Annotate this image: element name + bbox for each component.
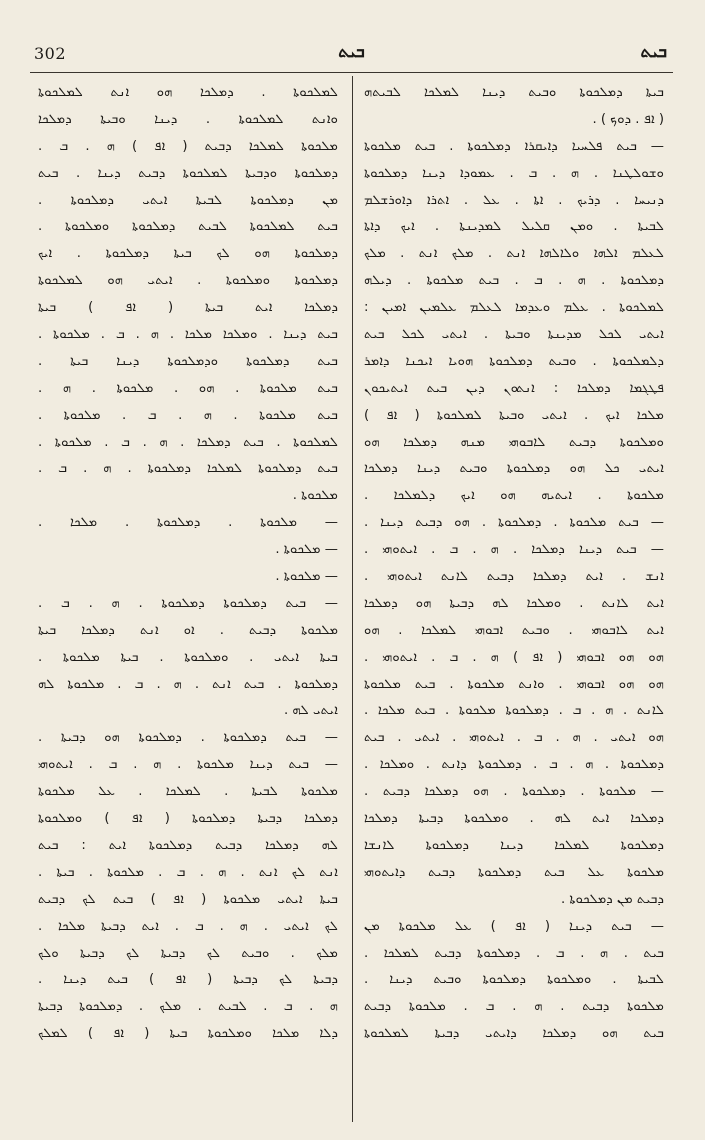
text-line: ܡܠܟܘܬܐ . ܐܝܬܝܗ ܗܘ ܐܝܟ ܕܠܡܠܟܐ . bbox=[364, 488, 664, 504]
text-line: ܗ . ܒ . ܠܒܝܬ . ܡܠܟ . ܕܡܠܟܘܬܐ ܕܒܝܬܐ bbox=[38, 999, 338, 1015]
text-line: — ܡܠܟܘܬܐ . ܕܡܠܟܘܬܐ . ܗܘ ܕܡܠܟܐ ܕܒܝܬ . bbox=[364, 784, 664, 800]
text-line: ܡܠܟ . ܘܒܝܬ ܠܟ ܕܒܝܬܐ ܠܟ ܕܒܝܬܐ ܘܠܟ bbox=[38, 945, 338, 961]
text-line: ܕܡܠܟܘܬܐ . ܒܝܬ ܐܢܬ . ܗ . ܒ . ܡܠܟܘܬܐ ܠܗ bbox=[38, 676, 338, 692]
text-line: ܠܒܝܬܐ . ܘܡܠܟܘܬܐ ܕܡܠܟܘܬܐ ܘܒܝܬ ܕܝܢܐ . bbox=[364, 972, 664, 988]
text-line: — ܡܠܟܘܬܐ . bbox=[275, 569, 338, 585]
catchword: ܒܝܬ bbox=[640, 42, 667, 62]
text-line: ܕܠܡܠܟܘܬܐ . ܘܒܝܬ ܕܡܠܟܘܬܐ ܗܘܝܐ ܐܝܟܢܐ ܕܐܡܪ bbox=[364, 353, 664, 369]
text-line: ܡܠܟܘܬܐ ܠܡܠܟܐ ܕܒܝܬ ( ܐܦ ) ܗ . ܒ . bbox=[38, 138, 338, 154]
header-rule bbox=[30, 72, 673, 73]
running-head: ܒܝܬ bbox=[338, 42, 365, 62]
text-line: ܕܡܠܟܘܬܐ ܘܕܒܝܬܐ ܠܡܠܟܘܬܐ ܕܒܝܬ ܕܝܢܐ . ܒܝܬ bbox=[38, 165, 338, 181]
text-line: ܐܝܬ ܠܐܒܘܗܝ . ܘܒܝܬ ܐܒܘܗܝ ܠܡܠܟܐ . ܗܘ bbox=[364, 622, 664, 638]
text-line: ܒܝܬ ܠܡܠܟܘܬܐ ܠܒܝܬ ܕܡܠܟܘܬܐ ܘܡܠܟܘܬܐ . bbox=[38, 219, 338, 235]
text-line: ܠܥܠܡ ܐܠܗܐ ܘܠܐܠܗܐ ܐܢܬ . ܡܠܟ ܐܢܬ . ܡܠܟ bbox=[364, 246, 664, 262]
text-line: ܒܝܬ ܕܡܠܟܘܬܐ ܠܡܠܟܐ ܕܡܠܟܘܬܐ . ܗ . ܒ . bbox=[38, 461, 338, 477]
text-line: ܡܢ ܕܡܠܟܘܬܐ ܠܒܝܬܐ ܐܝܬܝ ܕܡܠܟܘܬܐ . bbox=[38, 192, 338, 208]
right-text-column bbox=[364, 80, 664, 1130]
text-line: ܡܠܟܘܬܐ . bbox=[292, 488, 338, 504]
text-line: ܕܠܐ ܡܠܟܐ ܘܡܠܟܘܬܐ ܒܝܬܐ ( ܐܦ ) ܠܡܠܟ bbox=[38, 1026, 338, 1042]
text-line: ܡܠܟܘܬܐ ܥܠ ܒܝܬ ܕܡܠܟܘܬܐ ܕܒܝܬ ܕܐܝܬܘܗܝ bbox=[364, 864, 664, 880]
text-line: ܡܠܟܐ ܐܝܟ . ܐܝܬܝ ܘܒܝܬܐ ܠܡܠܟܘܬܐ ( ܐܦ ) bbox=[364, 407, 664, 423]
text-line: — ܒܝܬ ܕܝܢܐ ( ܐܦ ) ܥܠ ܡܠܟܘܬܐ ܡܢ bbox=[364, 918, 664, 934]
text-line: — ܡܠܟܘܬܐ . bbox=[275, 542, 338, 558]
text-line: ܒܝܬ ܕܝܢܐ . ܘܡܠܟܐ ܡܠܟܐ . ܗ . ܒ . ܡܠܟܘܬܐ . bbox=[38, 327, 338, 343]
text-line: ܐܝܬܝ ܟܠ ܗܘ ܕܡܠܟܘܬܐ ܘܒܝܬ ܕܝܢܐ ܕܡܠܟܐ bbox=[364, 461, 664, 477]
text-line: — ܡܠܟܘܬܐ . ܕܡܠܟܘܬܐ . ܡܠܟܐ . bbox=[38, 515, 338, 531]
text-line: ܕܡܠܟܘܬܐ ܗܘ ܠܟ ܒܝܬܐ ܕܡܠܟܘܬܐ . ܐܝܟ bbox=[38, 246, 338, 262]
text-line: ܘܫܘܠܛܢܐ . ܗ . ܒ . ܥܡܘܕܐ ܕܝܢܐ ܕܡܠܟܘܬܐ bbox=[364, 165, 664, 181]
text-line: ܐܝܬܝ ܠܗ . bbox=[284, 703, 338, 719]
text-line: ܐܢܫ . ܐܝܬ ܕܡܠܟܐ ܕܒܝܬ ܠܐܢܬ ܐܝܬܘܗܝ . bbox=[364, 569, 664, 585]
text-line: ܕܡܠܟܘܬܐ ܘܡܠܟܘܬܐ . ܐܝܬܝ ܗܘ ܠܡܠܟܘܬܐ bbox=[38, 273, 338, 289]
text-line: ܕܡܠܟܘܬܐ . ܗ . ܒ . ܕܡܠܟܘܬܐ ܕܐܢܬ . ܘܡܠܟܐ . bbox=[364, 757, 664, 773]
text-line: ܕܡܠܟܐ ܕܒܝܬܐ ܕܡܠܟܘܬܐ ( ܐܦ ) ܘܡܠܟܘܬܐ bbox=[38, 811, 338, 827]
text-line: ܗܘ ܐܝܬܝ . ܗ . ܒ . ܐܝܬܘܗܝ . ܐܝܬܝ . ܒܝܬ bbox=[364, 730, 664, 746]
text-line: — ܒܝܬ ܡܠܟܘܬܐ . ܕܡܠܟܘܬܐ . ܗܘ ܕܒܝܬ ܕܝܢܐ . bbox=[364, 515, 664, 531]
text-line: ܠܟ ܐܝܬܝ . ܗ . ܒ . ܐܝܬ ܕܒܝܬܐ ܡܠܟܐ . bbox=[38, 918, 338, 934]
left-text-column bbox=[38, 80, 338, 1130]
text-line: ܕܒܝܬܐ ܠܟ ܕܒܝܬܐ ( ܐܦ ) ܒܝܬ ܕܝܢܐ . bbox=[38, 972, 338, 988]
text-line: ܠܐܢܬ . ܗ . ܒ . ܕܡܠܟܘܬܐ ܡܠܟܘܬܐ . ܒܝܬ ܡܠܟܐ . bbox=[364, 703, 664, 719]
text-line: ܦܛܓܡܐ ܕܡܠܟܐ : ܐܢܬܘܢ ܕܝܢ ܒܝܬ ܐܝܬܝܟܘܢ bbox=[364, 380, 664, 396]
text-line: ܐܝܬܝ ܠܟܠ ܡܕܝܢܬܐ ܘܒܝܬܐ . ܐܝܬܝ ܠܟܠ ܒܝܬ bbox=[364, 327, 664, 343]
text-line: — ܒܝܬ ܕܡܠܟܘܬܐ ܕܡܠܟܘܬܐ . ܗ . ܒ . bbox=[38, 595, 338, 611]
text-line: ܒܝܬ ܗܘ ܕܡܠܟܐ ܕܐܝܬܝ ܕܒܝܬܐ ܠܡܠܟܘܬܐ bbox=[364, 1026, 664, 1042]
text-line: ܘܡܠܟܘܬܐ ܕܒܝܬ ܠܐܒܘܗܝ ܡܢܗ ܕܡܠܟܐ ܗܘ bbox=[364, 434, 664, 450]
text-line: ܕܢܝܚܐ . ܕܪܝܟ . ܐܬܐ . ܥܠ . ܐܬܪܐ ܕܐܘܪܫܠܡ bbox=[364, 192, 664, 208]
text-line: ܡܠܟܘܬܐ ܕܒܝܬ . ܗ . ܒ . ܡܠܟܘܬܐ ܕܒܝܬ bbox=[364, 999, 664, 1015]
text-line: ܘܐܢܬ ܠܡܠܟܘܬܐ . ܕܝܢܐ ܘܒܝܬܐ ܕܡܠܟܐ bbox=[38, 111, 338, 127]
text-line: ܠܒܝܬܐ . ܘܡܢ ܩܠܝܠ ܠܡܕܝܢܬܐ . ܐܝܟ ܕܐܬܐ bbox=[364, 219, 664, 235]
text-line: ܠܗ ܕܡܠܟܐ ܕܒܝܬ ܕܡܠܟܘܬܐ ܐܝܬ : ܒܝܬ bbox=[38, 837, 338, 853]
text-line: ܠܡܠܟܘܬܐ . ܥܠܡ ܘܥܕܡܐ ܠܥܠܡ ܥܠܡܝܢ ܐܡܝܢ : bbox=[364, 300, 664, 316]
text-line: ܡܠܟܘܬܐ ܠܒܝܬܐ . ܠܡܠܟܐ . ܥܠ ܡܠܟܘܬܐ bbox=[38, 784, 338, 800]
text-line: ܒܝܬ ܕܡܠܟܘܬܐ ܘܕܡܠܟܘܬܐ ܕܝܢܐ ܒܝܬܐ . bbox=[38, 353, 338, 369]
text-line: ܒܝܬܐ ܐܝܬܝ ܡܠܟܘܬܐ ( ܐܦ ) ܒܝܬ ܠܟ ܕܒܝܬ bbox=[38, 891, 338, 907]
text-line: ܐܝܬ ܠܐܢܬ . ܘܡܠܟܐ ܠܗ ܕܒܝܬܐ ܗܘ ܕܡܠܟܐ bbox=[364, 595, 664, 611]
text-line: — ܒܝܬ ܕܝܢܐ ܡܠܟܘܬܐ . ܗ . ܒ . ܐܝܬܘܗܝ bbox=[38, 757, 338, 773]
text-line: ܒܝܬ ܡܠܟܘܬܐ . ܗ . ܒ . ܡܠܟܘܬܐ . bbox=[38, 407, 338, 423]
text-line: ܕܡܠܟܐ ܐܝܬ ܠܗ . ܘܡܠܟܘܬܐ ܕܒܝܬܐ ܕܡܠܟܐ bbox=[364, 811, 664, 827]
text-line: ܕܡܠܟܘܬܐ ܠܡܠܟܐ ܕܝܢܐ ܕܡܠܟܘܬܐ ܠܐܢܫܐ bbox=[364, 837, 664, 853]
page-number: 302 bbox=[34, 44, 67, 63]
text-line: — ܒܝܬ ܦܠܚܝܐ ܕܐܝܩܪܐ ܕܡܠܟܘܬܐ . ܒܝܬ ܡܠܟܘܬܐ bbox=[364, 138, 664, 154]
text-line: ܕܒܝܬ ܡܢ ܕܡܠܟܘܬܐ . bbox=[560, 891, 664, 907]
text-line: — ܒܝܬ ܕܡܠܟܘܬܐ . ܕܡܠܟܘܬܐ ܗܘ ܕܒܝܬܐ . bbox=[38, 730, 338, 746]
column-divider bbox=[352, 76, 353, 1122]
text-line: ܕܡܠܟܐ ܐܝܬ ܒܝܬܐ ( ܐܦ ) ܒܝܬܐ bbox=[38, 300, 338, 316]
text-line: ܒܝܬܐ ܐܝܬܝ . ܘܡܠܟܘܬܐ . ܒܝܬܐ ܡܠܟܘܬܐ . bbox=[38, 649, 338, 665]
text-line: — ܒܝܬ ܕܝܢܐ ܕܡܠܟܐ . ܗ . ܒ . ܐܝܬܘܗܝ . bbox=[364, 542, 664, 558]
text-line: ܗܘ ܗܘ ܐܒܘܗܝ ( ܐܦ ) ܗ . ܒ . ܐܝܬܘܗܝ . bbox=[364, 649, 664, 665]
text-line: ܒܝܬ . ܗ . ܒ . ܕܡܠܟܘܬܐ ܕܒܝܬ ܠܡܠܟܐ . bbox=[364, 945, 664, 961]
text-line: ( ܐܦ . ܕܘܟ ) . bbox=[592, 111, 664, 127]
text-line: ܒܝܬ ܡܠܟܘܬܐ . ܗܘ . ܡܠܟܘܬܐ . ܗ . bbox=[38, 380, 338, 396]
text-line: ܐܢܬ ܠܟ ܐܢܬ . ܗ . ܒ . ܡܠܟܘܬܐ . ܒܝܬܐ . bbox=[38, 864, 338, 880]
text-line: ܠܡܠܟܘܬܐ . ܒܝܬ ܕܡܠܟܐ . ܗ . ܒ . ܡܠܟܘܬܐ . bbox=[38, 434, 338, 450]
page-header bbox=[30, 42, 673, 76]
text-line: ܗܘ ܗܘ ܐܒܘܗܝ . ܘܐܢܬ ܡܠܟܘܬܐ . ܒܝܬ ܡܠܟܘܬܐ bbox=[364, 676, 664, 692]
text-line: ܡܠܟܘܬܐ ܕܒܝܬ . ܐܘ ܐܢܬ ܕܡܠܟܐ ܒܝܬܐ bbox=[38, 622, 338, 638]
text-line: ܒܝܬܐ ܕܡܠܟܘܬܐ ܘܒܝܬ ܕܝܢܐ ܠܡܠܟܐ ܠܒܝܬܗ bbox=[364, 85, 664, 100]
text-line: ܠܡܠܟܘܬܐ . ܕܡܠܟܐ ܗܘ ܐܢܬ ܠܡܠܟܘܬܐ bbox=[38, 85, 338, 100]
text-line: ܕܡܠܟܘܬܐ . ܗ . ܒ . ܒܝܬ ܡܠܟܘܬܐ . ܕܝܠܗ bbox=[364, 273, 664, 289]
